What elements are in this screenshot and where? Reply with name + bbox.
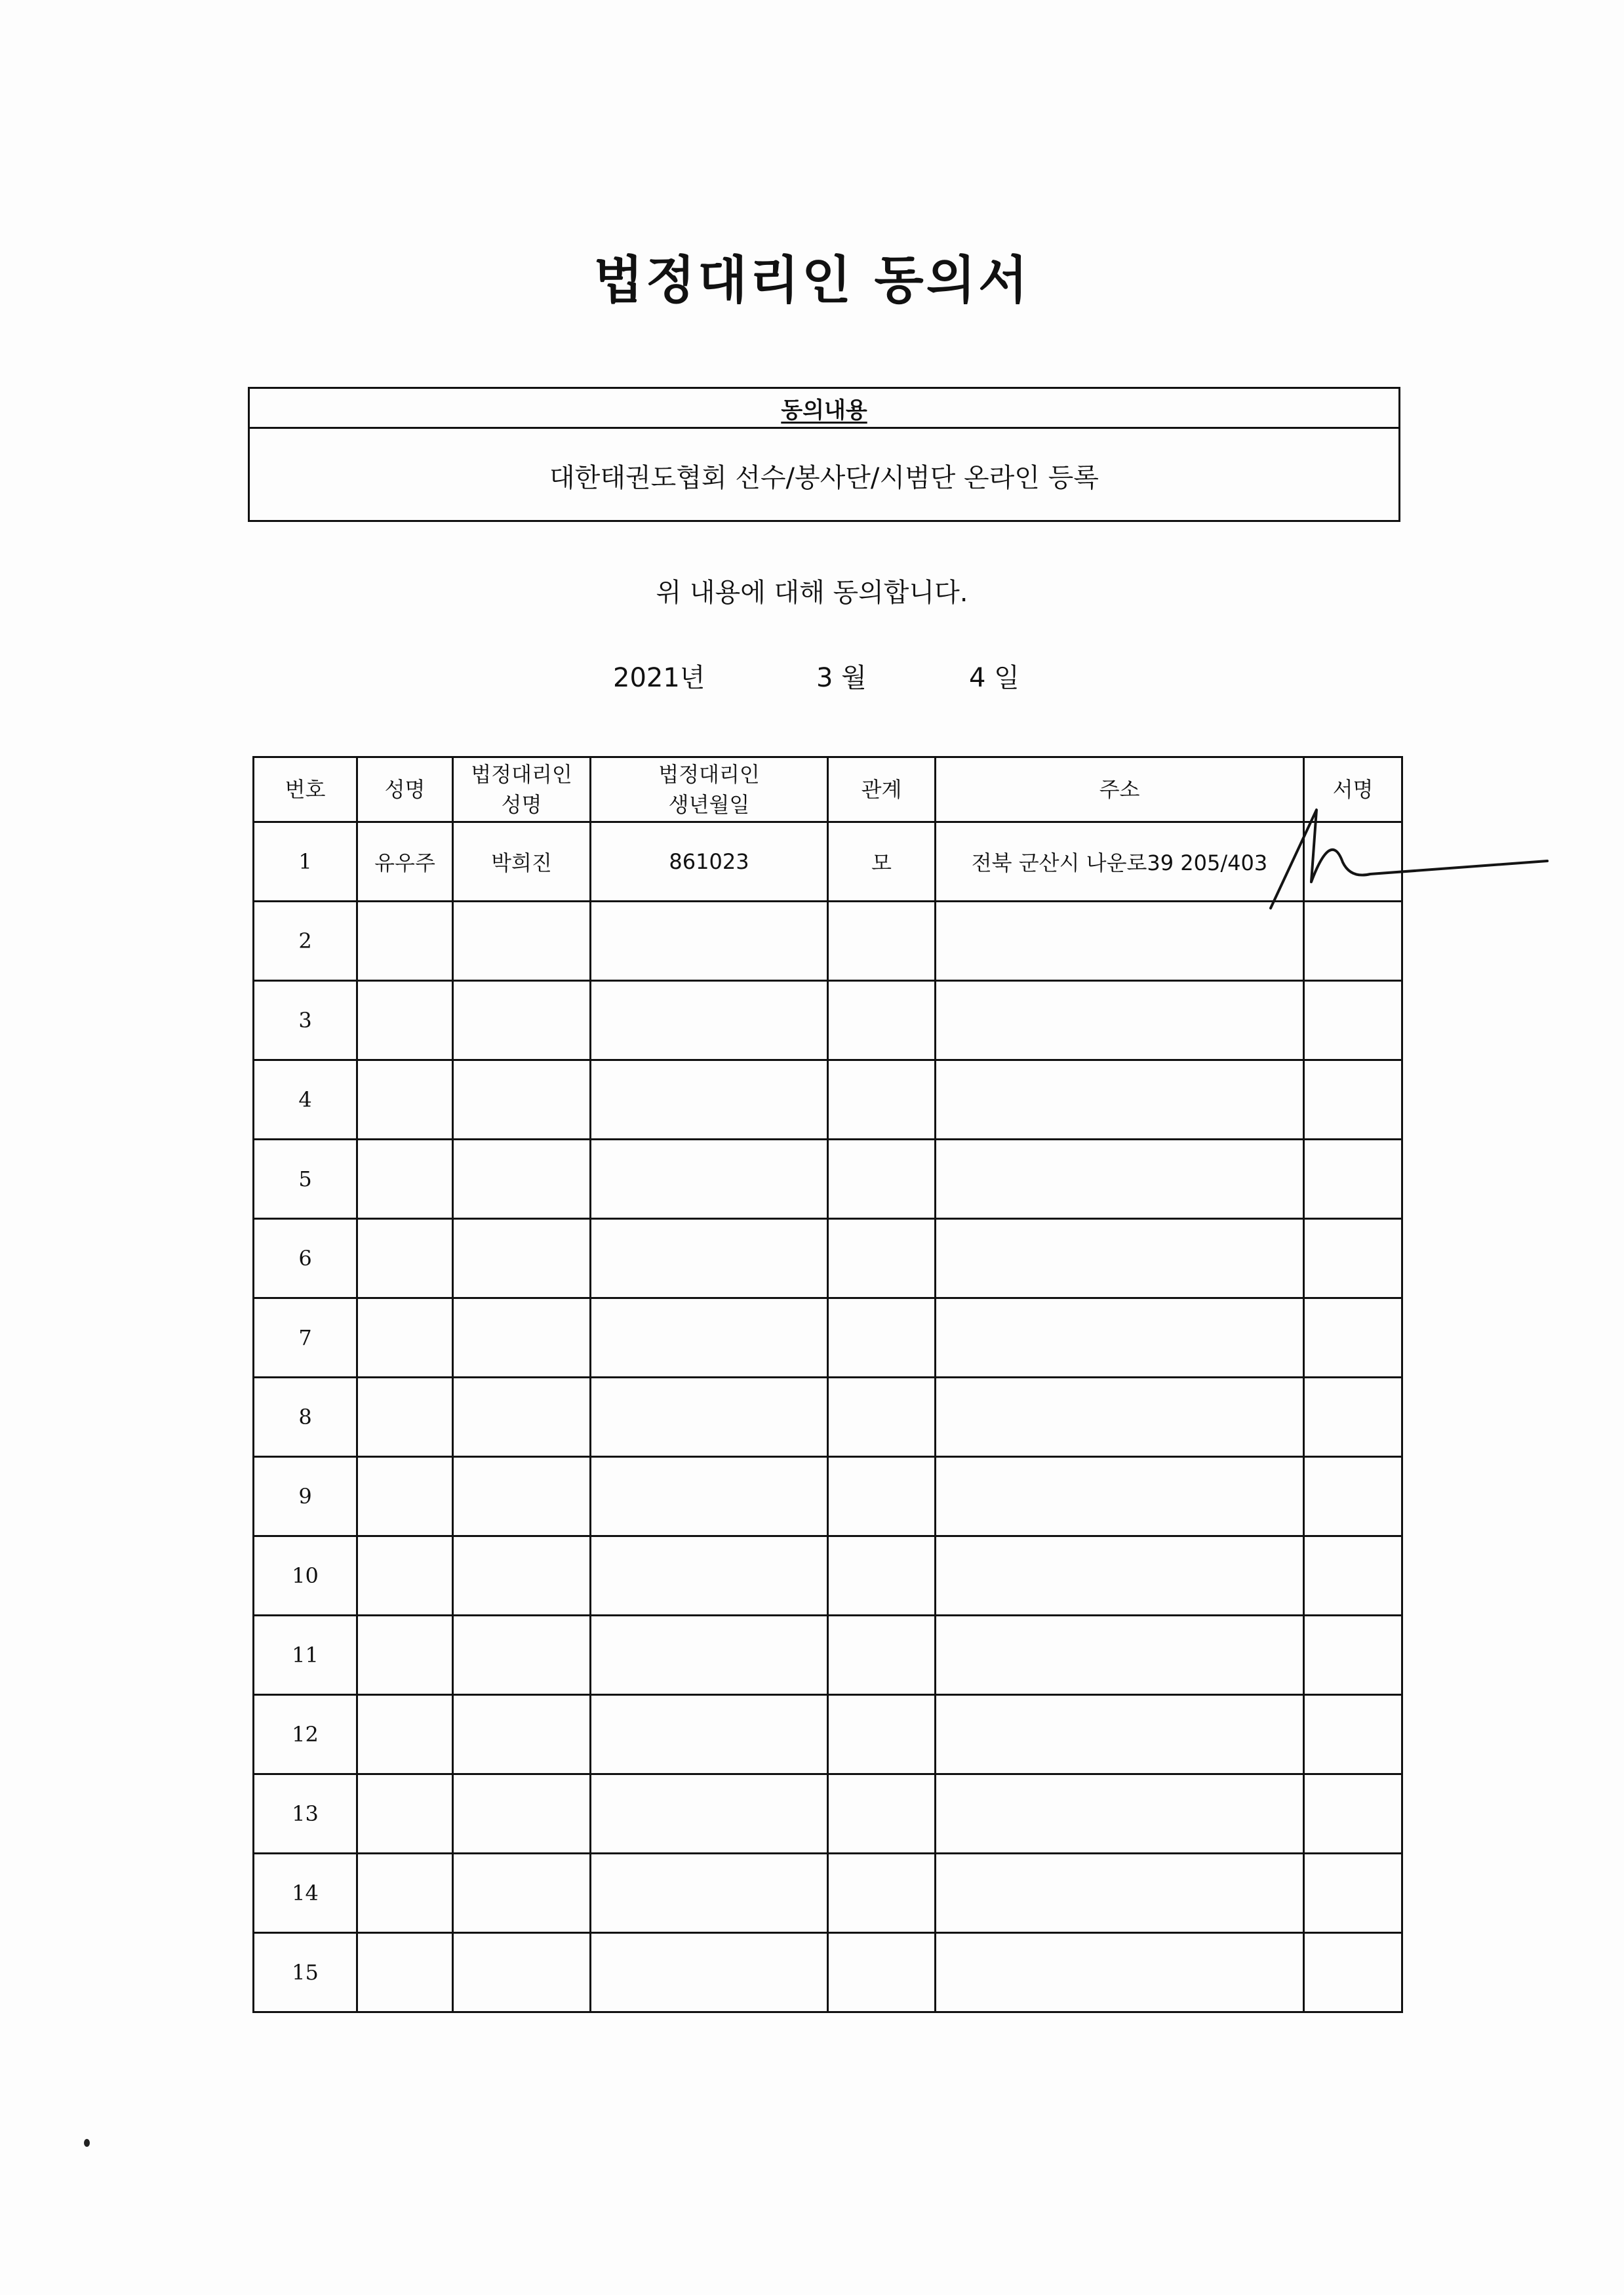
cell-relation <box>828 1378 936 1457</box>
cell-address <box>936 1933 1304 2012</box>
cell-guardian-birth <box>591 981 828 1060</box>
cell-address <box>936 1060 1304 1140</box>
cell-relation <box>828 1140 936 1219</box>
cell-relation <box>828 1616 936 1695</box>
cell-guardian-name <box>453 1219 591 1298</box>
cell-address <box>936 1140 1304 1219</box>
consent-box <box>248 387 1400 522</box>
cell-signature <box>1304 1854 1402 1933</box>
table-row <box>254 1457 1402 1536</box>
cell-relation <box>828 902 936 981</box>
cell-guardian-name <box>453 1536 591 1616</box>
cell-relation <box>828 1854 936 1933</box>
cell-signature <box>1304 981 1402 1060</box>
table-row <box>254 1774 1402 1854</box>
cell-signature <box>1304 1616 1402 1695</box>
table-row <box>254 1219 1402 1298</box>
cell-guardian-birth <box>591 1457 828 1536</box>
cell-guardian-name <box>453 981 591 1060</box>
cell-address <box>936 1298 1304 1378</box>
header-guardian-birth: 법정대리인 생년월일 <box>591 757 828 822</box>
cell-relation <box>828 1060 936 1140</box>
cell-name <box>357 1060 453 1140</box>
cell-guardian-name <box>453 1854 591 1933</box>
cell-name <box>357 1298 453 1378</box>
cell-address <box>936 902 1304 981</box>
cell-address <box>936 1457 1304 1536</box>
header-guardian-name: 법정대리인 성명 <box>453 757 591 822</box>
cell-relation <box>828 1695 936 1774</box>
cell-relation <box>828 1298 936 1378</box>
header-address: 주소 <box>936 757 1304 822</box>
cell-address <box>936 1854 1304 1933</box>
date-month: 3 월 <box>816 663 867 693</box>
date-day: 4 일 <box>969 663 1020 693</box>
cell-number: 13 <box>254 1774 357 1854</box>
header-signature: 서명 <box>1304 757 1402 822</box>
table-row <box>254 1695 1402 1774</box>
cell-guardian-name <box>453 1457 591 1536</box>
cell-name <box>357 1536 453 1616</box>
cell-signature <box>1304 1774 1402 1854</box>
cell-name <box>357 981 453 1060</box>
cell-number: 8 <box>254 1378 357 1457</box>
guardian-table <box>252 756 1403 2013</box>
cell-name <box>357 1933 453 2012</box>
cell-address <box>936 981 1304 1060</box>
cell-guardian-birth <box>591 1378 828 1457</box>
cell-number: 9 <box>254 1457 357 1536</box>
table-row <box>254 1933 1402 2012</box>
cell-address <box>936 1774 1304 1854</box>
cell-relation: 모 <box>828 822 936 902</box>
cell-guardian-birth <box>591 1933 828 2012</box>
consent-content: 대한태권도협회 선수/봉사단/시범단 온라인 등록 <box>549 462 1099 493</box>
cell-number: 14 <box>254 1854 357 1933</box>
cell-guardian-name <box>453 1060 591 1140</box>
cell-guardian-birth <box>591 1060 828 1140</box>
table-row <box>254 1616 1402 1695</box>
cell-number: 10 <box>254 1536 357 1616</box>
cell-address <box>936 1695 1304 1774</box>
cell-guardian-birth <box>591 1536 828 1616</box>
cell-relation <box>828 1933 936 2012</box>
cell-number: 2 <box>254 902 357 981</box>
cell-address <box>936 1616 1304 1695</box>
cell-signature <box>1304 1695 1402 1774</box>
cell-guardian-birth <box>591 1616 828 1695</box>
cell-number: 6 <box>254 1219 357 1298</box>
cell-number: 7 <box>254 1298 357 1378</box>
cell-signature <box>1304 1060 1402 1140</box>
cell-name <box>357 1219 453 1298</box>
cell-relation <box>828 981 936 1060</box>
cell-guardian-name <box>453 1774 591 1854</box>
cell-relation <box>828 1457 936 1536</box>
agree-statement: 위 내용에 대해 동의합니다. <box>656 578 968 608</box>
cell-name <box>357 1854 453 1933</box>
cell-address <box>936 1219 1304 1298</box>
cell-signature <box>1304 1140 1402 1219</box>
consent-header-label: 동의내용 <box>781 397 867 424</box>
cell-guardian-name <box>453 1933 591 2012</box>
table-row <box>254 822 1402 902</box>
cell-guardian-name <box>453 902 591 981</box>
cell-guardian-birth <box>591 1854 828 1933</box>
cell-number: 5 <box>254 1140 357 1219</box>
cell-address: 전북 군산시 나운로39 205/403 <box>936 822 1304 902</box>
cell-address <box>936 1378 1304 1457</box>
cell-signature <box>1304 1457 1402 1536</box>
cell-guardian-name <box>453 1140 591 1219</box>
document-title: 법정대리인 동의서 <box>593 251 1031 310</box>
cell-guardian-name <box>453 1695 591 1774</box>
table-row <box>254 1060 1402 1140</box>
cell-guardian-name: 박희진 <box>453 822 591 902</box>
cell-signature <box>1304 1933 1402 2012</box>
cell-name <box>357 1457 453 1536</box>
table-row <box>254 902 1402 981</box>
cell-number: 3 <box>254 981 357 1060</box>
cell-guardian-birth: 861023 <box>591 822 828 902</box>
cell-address <box>936 1536 1304 1616</box>
cell-guardian-birth <box>591 1140 828 1219</box>
table-row <box>254 1378 1402 1457</box>
cell-number: 12 <box>254 1695 357 1774</box>
date-year: 2021년 <box>613 663 705 693</box>
cell-number: 11 <box>254 1616 357 1695</box>
handwritten-signature <box>1265 803 1567 934</box>
cell-signature <box>1304 1536 1402 1616</box>
cell-guardian-birth <box>591 1774 828 1854</box>
cell-number: 4 <box>254 1060 357 1140</box>
cell-guardian-birth <box>591 902 828 981</box>
cell-relation <box>828 1774 936 1854</box>
consent-header <box>250 389 1398 429</box>
table-row <box>254 1298 1402 1378</box>
cell-name <box>357 1140 453 1219</box>
cell-name <box>357 1695 453 1774</box>
table-row <box>254 1854 1402 1933</box>
cell-guardian-birth <box>591 1298 828 1378</box>
cell-guardian-name <box>453 1378 591 1457</box>
cell-signature <box>1304 1298 1402 1378</box>
cell-guardian-birth <box>591 1695 828 1774</box>
cell-signature <box>1304 1378 1402 1457</box>
cell-relation <box>828 1219 936 1298</box>
cell-name <box>357 1774 453 1854</box>
cell-name: 유우주 <box>357 822 453 902</box>
table-row <box>254 981 1402 1060</box>
cell-guardian-birth <box>591 1219 828 1298</box>
cell-number: 15 <box>254 1933 357 2012</box>
cell-guardian-name <box>453 1298 591 1378</box>
cell-number: 1 <box>254 822 357 902</box>
scan-speck <box>84 2139 90 2147</box>
header-relation: 관계 <box>828 757 936 822</box>
table-row <box>254 1536 1402 1616</box>
table-row <box>254 1140 1402 1219</box>
cell-signature <box>1304 1219 1402 1298</box>
table-header-row <box>254 757 1402 822</box>
header-name: 성명 <box>357 757 453 822</box>
cell-name <box>357 1616 453 1695</box>
cell-relation <box>828 1536 936 1616</box>
header-number: 번호 <box>254 757 357 822</box>
cell-guardian-name <box>453 1616 591 1695</box>
cell-name <box>357 902 453 981</box>
cell-name <box>357 1378 453 1457</box>
